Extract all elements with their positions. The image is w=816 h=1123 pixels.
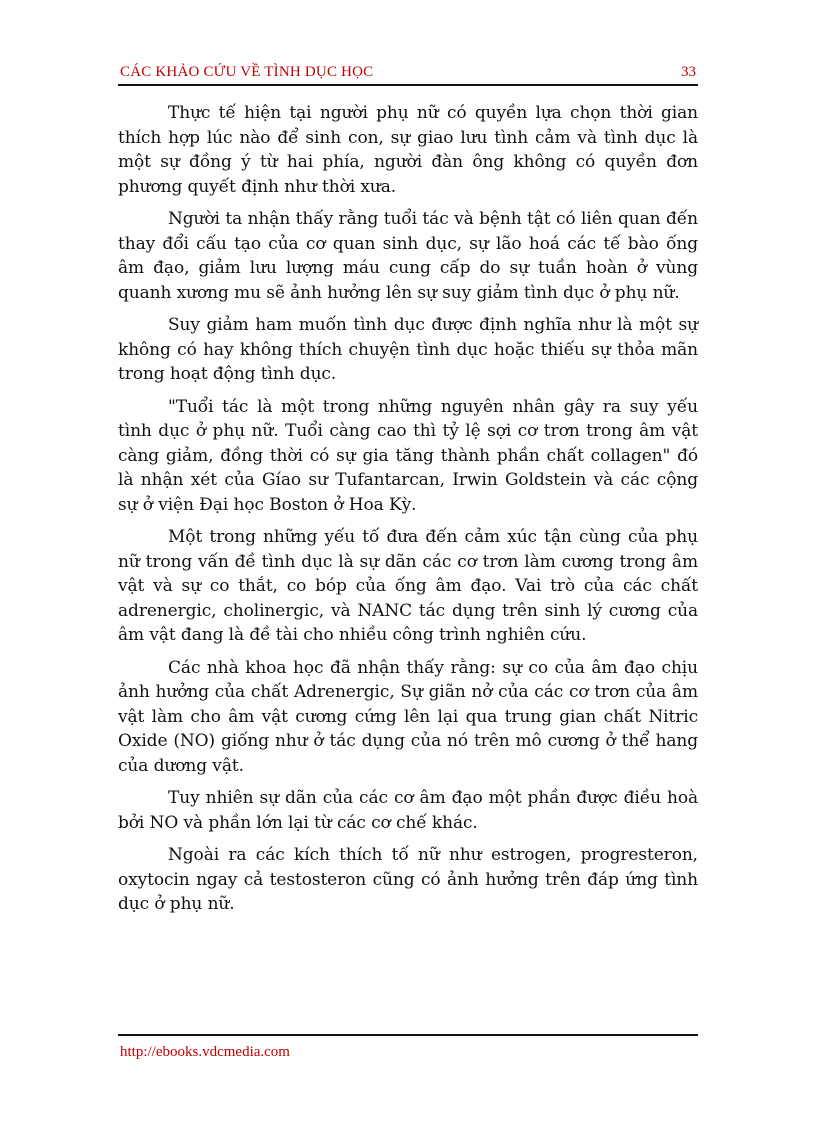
paragraph: Các nhà khoa học đã nhận thấy rằng: sự co của âm đạo chịu ảnh hưởng của chất Adrenergic, Sự giãn nở của các cơ trơn của âm vật làm cho âm vật cương cứng lên lại qua trung gian chất Nitric Oxide (NO) giống như ở tác dụng của nó trên mô cương ở thể hang của dương vật. [118,657,698,776]
paragraph: Ngoài ra các kích thích tố nữ như estrogen, progresteron, oxytocin ngay cả testosteron cũng có ảnh hưởng trên đáp ứng tình dục ở phụ nữ. [118,845,698,914]
page-number: 33 [681,64,696,80]
page-header [118,62,698,86]
footer-website-link[interactable]: http://ebooks.vdcmedia.com [120,1044,290,1060]
paragraph: Một trong những yếu tố đưa đến cảm xúc tận cùng của phụ nữ trong vấn đề tình dục là sự dãn các cơ trơn làm cương trong âm vật và sự co thắt, co bóp của ống âm đạo. Vai trò của các chất adrenergic, cholinergic, và NANC tác dụng trên sinh lý cương của âm vật đang là đề tài cho nhiều công trình nghiên cứu. [118,527,698,645]
running-title: CÁC KHẢO CỨU VỀ TÌNH DỤC HỌC [120,64,374,80]
paragraph: Người ta nhận thấy rằng tuổi tác và bệnh tật có liên quan đến thay đổi cấu tạo của cơ quan sinh dục, sự lão hoá các tế bào ống âm đạo, giảm lưu lượng máu cung cấp do sự tuần hoàn ở vùng quanh xương mu sẽ ảnh hưởng lên sự suy giảm tình dục ở phụ nữ. [118,209,698,303]
paragraph: "Tuổi tác là một trong những nguyên nhân gây ra suy yếu tình dục ở phụ nữ. Tuổi càng cao thì tỷ lệ sợi cơ trơn trong âm vật càng giảm, đồng thời có sự gia tăng thành phần chất collagen" đó là nhận xét của Gíao sư Tufantarcan, Irwin Goldstein và các cộng sự ở viện Đại học Boston ở Hoa Kỳ. [118,396,698,515]
paragraph: Suy giảm ham muốn tình dục được định nghĩa như là một sự không có hay không thích chuyện tình dục hoặc thiếu sự thỏa mãn trong hoạt động tình dục. [118,315,698,384]
paragraph: Tuy nhiên sự dãn của các cơ âm đạo một phần được điều hoà bởi NO và phần lớn lại từ các cơ chế khác. [118,788,698,833]
page-footer [118,1034,698,1060]
paragraph: Thực tế hiện tại người phụ nữ có quyền lựa chọn thời gian thích hợp lúc nào để sinh con, sự giao lưu tình cảm và tình dục là một sự đồng ý từ hai phía, người đàn ông không có quyền đơn phương quyết định như thời xưa. [118,103,698,197]
body-text [118,101,698,925]
